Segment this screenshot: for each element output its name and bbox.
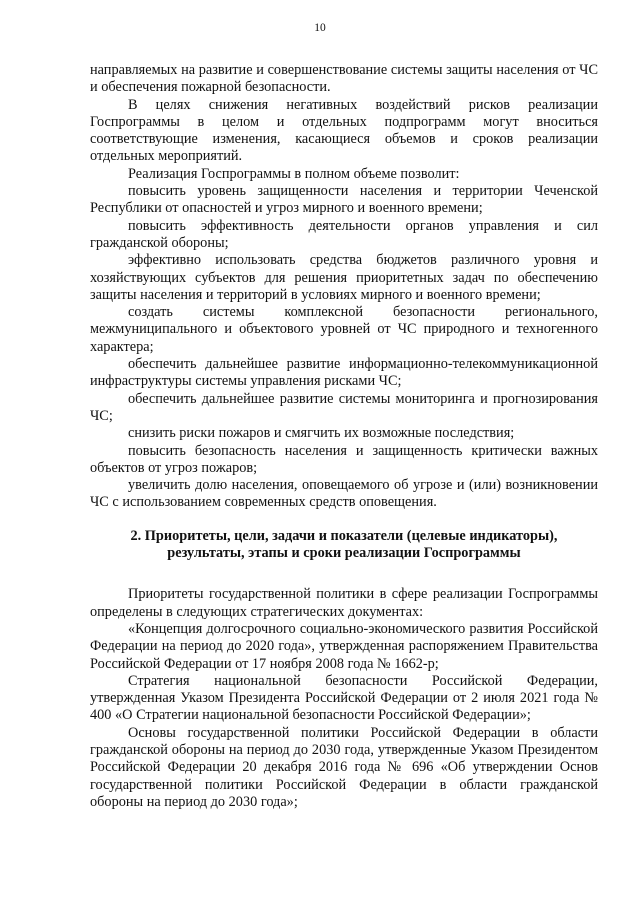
list-paragraph: повысить уровень защищенности населения и территории Чеченской Республики от опасностей и угроз мирного и военного времени; (90, 183, 598, 217)
list-paragraph: обеспечить дальнейшее развитие системы мониторинга и прогнозирования ЧС; (90, 390, 598, 424)
list-paragraph: эффективно использовать средства бюджетов различного уровня и хозяйствующих субъектов для решения приоритетных задач по обеспечению защиты населения и территорий в условиях мирного и военного времени; (90, 252, 598, 303)
list-paragraph: увеличить долю населения, оповещаемого об угрозе и (или) возникновении ЧС с использованием современных средств оповещения. (90, 477, 598, 511)
list-paragraph: повысить безопасность населения и защищенность критически важных объектов от угроз пожаров; (90, 442, 598, 476)
paragraph: «Концепция долгосрочного социально-экономического развития Российской Федерации на период до 2020 года», утвержденная распоряжением Правительства Российской Федерации от 17 ноября 2008 года № 1662-р; (90, 620, 598, 672)
list-paragraph: повысить эффективность деятельности органов управления и сил гражданской обороны; (90, 217, 598, 251)
paragraph: Стратегия национальной безопасности Российской Федерации, утвержденная Указом Президента Российской Федерации от 2 июля 2021 года № 400 «О Стратегии национальной безопасности Российской Федерации»; (90, 672, 598, 724)
paragraph: Приоритеты государственной политики в сфере реализации Госпрограммы определены в следующих стратегических документах: (90, 586, 598, 620)
paragraph: Основы государственной политики Российской Федерации в области гражданской обороны на период до 2030 года, утвержденные Указом Президентом Российской Федерации 20 декабря 2016 года № 696 «Об утверждении Основ государственной политики Российской Федерации в области гражданской обороны на период до 2030 года»; (90, 724, 598, 810)
paragraph: направляемых на развитие и совершенствование системы защиты населения от ЧС и обеспечения пожарной безопасности. (90, 62, 598, 96)
paragraph: Реализация Госпрограммы в полном объеме позволит: (128, 165, 460, 182)
paragraph: В целях снижения негативных воздействий рисков реализации Госпрограммы в целом и отдельных подпрограмм могут вноситься соответствующие изменения, касающиеся объемов и сроков реализации отдельных мероприятий. (90, 96, 598, 165)
page-number: 10 (314, 22, 326, 34)
document-body (90, 62, 598, 811)
list-paragraph: обеспечить дальнейшее развитие информационно-телекоммуникационной инфраструктуры системы управления рисками ЧС; (90, 356, 598, 390)
list-paragraph: снизить риски пожаров и смягчить их возможные последствия; (128, 425, 515, 442)
section-heading: 2. Приоритеты, цели, задачи и показатели (целевые индикаторы), результаты, этапы и сроки реализации Госпрограммы (130, 527, 558, 562)
list-paragraph: создать системы комплексной безопасности регионального, межмуниципального и объектового уровней от ЧС природного и техногенного характера; (90, 304, 598, 355)
